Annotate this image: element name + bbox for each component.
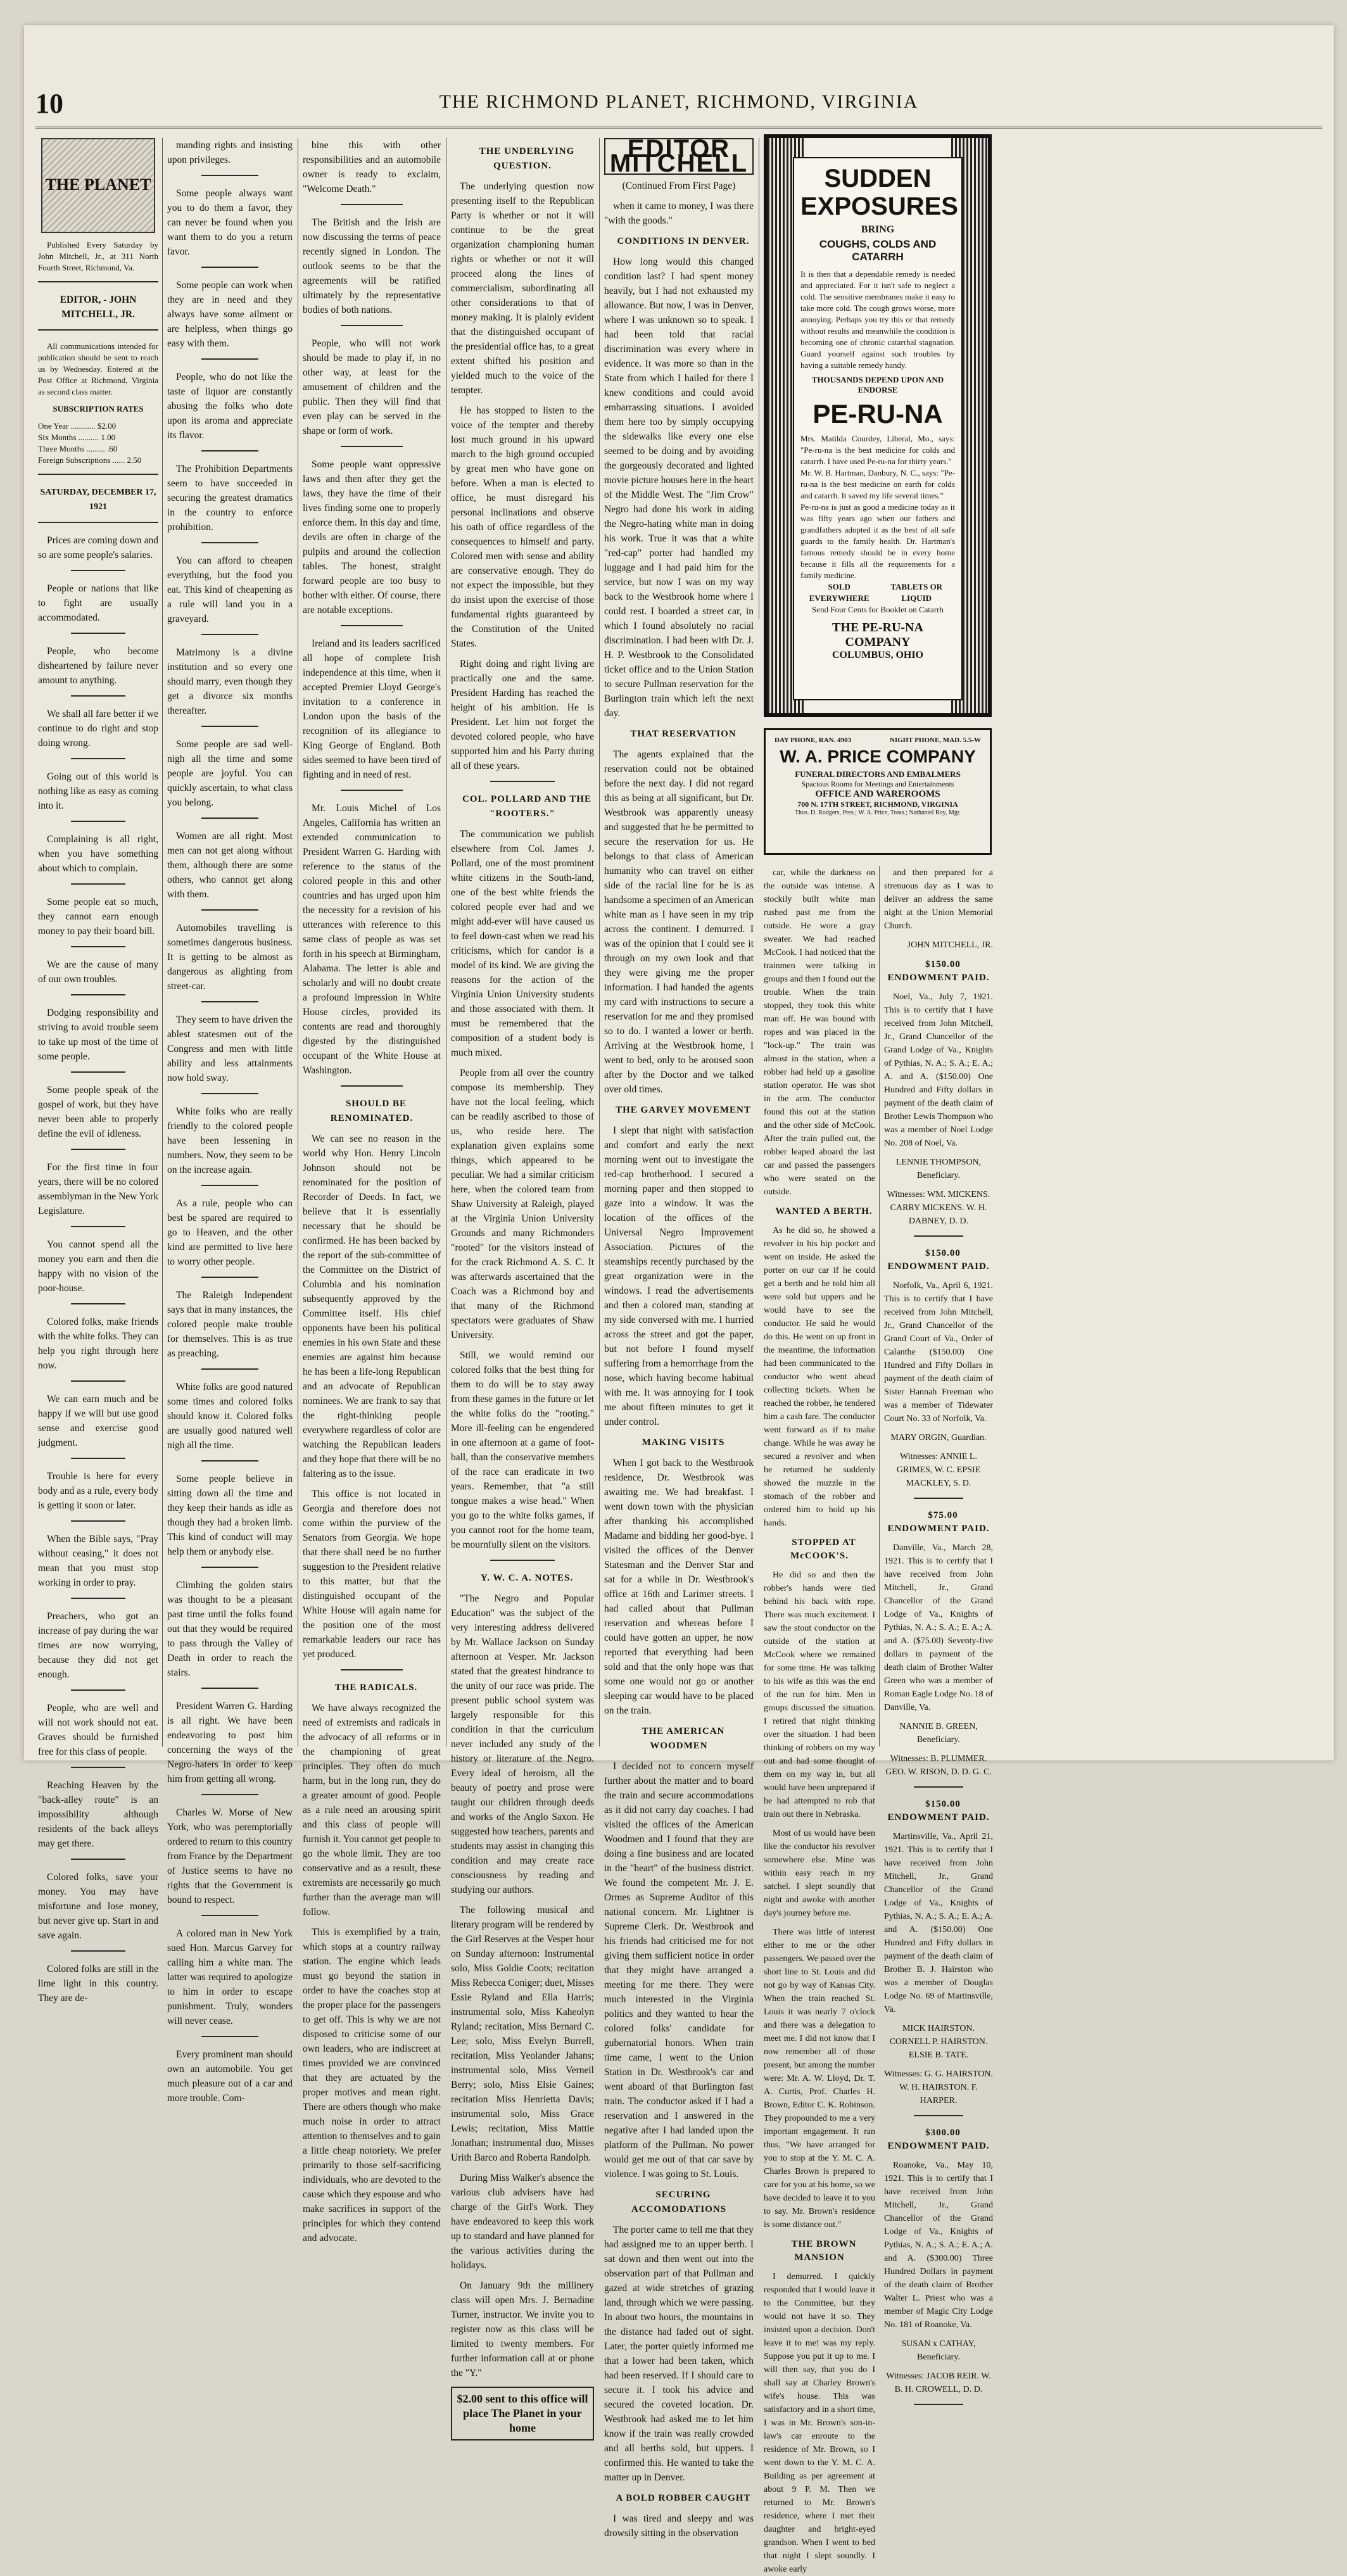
header-rule: [35, 127, 1322, 129]
separator-rule: [201, 1185, 258, 1186]
heading-woodmen: THE AMERICAN WOODMEN: [642, 1726, 725, 1751]
ad-title-exposures: EXPOSURES: [800, 193, 958, 220]
day-phone: DAY PHONE, RAN. 4903: [775, 736, 852, 744]
paragraph: This is exemplified by a train, which stops at a country railway station. The engine which leads must go beyond the station in order to have the coaches stop at the proper place for the passengers to get off. This is why we are not disposed to criticise some of our own leaders, who are indiscreet at times provided we are convinced that they are actuated by the proper motives and mean right. There are others though who make much noise in order to attract attention to themselves and to gain a little cheap notoriety. We prefer primarily to those self-sacrificing individuals, who are devoted to the cause which they espouse and who make sacrifices in support of the principles for which they contend and advocate.: [303, 1927, 441, 2244]
ad-ailments: COUGHS, COLDS AND CATARRH: [819, 238, 937, 263]
separator-rule: [71, 1380, 125, 1382]
paragraph: Prices are coming down and so are some people's salaries.: [38, 535, 158, 560]
rates-list: One Year ............ $2.00 Six Months .......... 1.00 Three Months ......... .60 Foreign Subscriptions ...... 2.50: [38, 421, 142, 465]
heading-ywca: Y. W. C. A. NOTES.: [480, 1573, 574, 1583]
endowment-body: Roanoke, Va., May 10, 1921. This is to certify that I have received from John Mitchell, Jr., Grand Chancellor of the Grand Lodge of Va., Knights of Pythias, N. A.; S. A.; E. A.; A. and A. ($300.00) Three Hundred Dollars in payment of the death claim of Brother Walter L. Priest who was a member of Magic City Lodge No. 181 of Roanoke, Va.: [884, 2161, 993, 2330]
publication-info: Published Every Saturday by John Mitchell, Jr., at 311 North Fourth Street, Richmond, Va.: [38, 240, 158, 272]
peruna-advertisement: [764, 134, 992, 717]
heading-brown-mansion: THE BROWN MANSION: [791, 2239, 857, 2263]
page-number: 10: [35, 88, 63, 119]
paragraph: The porter came to tell me that they had assigned me to an upper berth. I sat down and then went out into the observation part of that Pullman and gazed at wide stretches of grazing land, through which we were passing. In about two hours, the mountains in the distance had faded out of sight. Later, the porter quietly informed me that a lower had been taken, which had been reserved. If I should care to secure it. I took his advice and secured the coveted location. Dr. Westbrook had asked me to let him know if the train was really crowded and all berths sold, but uppers. I confirmed this. He wanted to take the matter up in Denver.: [604, 2225, 754, 2483]
paragraph: Most of us would have been like the conductor his revolver somewhere else. Mine was within easy reach in my satchel. I slept soundly that night and awoke with another day's journey before me.: [764, 1829, 875, 1918]
heading-pollard: COL. POLLARD AND THE "ROOTERS.": [462, 794, 591, 819]
paragraph: People, who are well and will not work should not eat. Graves should be furnished free for this class of people.: [38, 1703, 158, 1757]
paragraph-list: [604, 1123, 754, 1429]
heading-garvey: THE GARVEY MOVEMENT: [616, 1105, 751, 1115]
separator-rule: [201, 726, 258, 727]
price-company-name: W. A. PRICE COMPANY: [780, 747, 976, 766]
lead-paragraph: and then prepared for a strenuous day as I was to deliver an address the same night at the Union Memorial Church.: [884, 868, 993, 931]
paragraph: We shall all fare better if we continue to do right and stop doing wrong.: [38, 709, 158, 748]
paragraph: Every prominent man should own an automobile. You get much pleasure out of a car and more trouble. Com-: [167, 2049, 293, 2104]
paragraph-list: [303, 1132, 441, 1662]
paragraph: Some people speak of the gospel of work, but they have never been able to properly define the evil of idleness.: [38, 1085, 158, 1139]
paragraph-list: [604, 2511, 754, 2541]
paragraph-list: [451, 179, 594, 773]
separator-rule: [71, 1950, 125, 1952]
column-rule: [599, 138, 600, 1746]
paragraph: White folks are good natured some times and colored folks should know it. Colored folks are usually good natured well nigh all the time.: [167, 1382, 293, 1451]
paragraph: Dodging responsibility and striving to avoid trouble seem to take up most of the time of some people.: [38, 1007, 158, 1062]
ad-endorse: THOUSANDS DEPEND UPON AND ENDORSE: [811, 375, 944, 395]
separator-rule: [71, 1598, 125, 1599]
masthead: [24, 87, 1334, 119]
separator-rule: [71, 1458, 125, 1459]
paragraph: As he did so, he showed a revolver in his hip pocket and went on inside. He asked the porter on our car if he could get a berth and he told him all were sold but uppers and he would have to see the conductor. He said he would do this. He went on up front in the meantime, the information had been communicated to the conductor who went ahead collecting tickets. When he reached the robber, he tendered him a cash fare. The conductor went forward as if to make change. While he was away he secured a revolver and when he returned he suddenly showed the muzzle in the stomach of the robber and ordered him to hold up his hands.: [764, 1226, 875, 1528]
paragraph: How long would this changed condition last? I had spent money heavily, but I had not exhausted my allowance. But now, I was in Denver, where I was unknown so to speak. I had been told that racial discrimination was every where in evidence. It was more so than in the State from which I hailed for there I knew conditions and could avoid embarrassing situations. I avoided them here too by simply occupying the sidewalks like every one else seemed to be doing and by avoiding the gorgeously decorated and lighted movie picture houses here in the heart of the Middle West. The "Jim Crow" Negro had done his work in aiding the Negro-hating white man in doing his work. True it was that a white "red-cap" porter had handled my luggage and I had paid him for the service, but now I was on my way back to the Westbrook home where I could rest. I boarded a street car, in which I found absolutely no racial discrimination. I had been with Dr. J. H. P. Westbrook to the Consolidated ticket office and to the Union Station to secure Pullman reservation for the Burlington train which left the next day.: [604, 256, 754, 719]
paragraph-list: [451, 1591, 594, 2380]
paragraph: People or nations that like to fight are usually accommodated.: [38, 583, 158, 623]
separator-rule: [71, 570, 125, 571]
separator-rule: [71, 994, 125, 995]
ad-city: COLUMBUS, OHIO: [832, 650, 923, 660]
price-officers: Thos. D. Rodgers, Pres.; W. A. Price, Treas.; Nathaniel Roy, Mgr.: [794, 809, 961, 816]
column-paragraphs-2: [167, 138, 293, 2104]
separator-rule: [71, 1859, 125, 1860]
paragraph: The Raleigh Independent says that in many instances, the colored people make trouble for themselves. This is as true as preaching.: [167, 1290, 293, 1359]
heading-accommodations: SECURING ACCOMODATIONS: [631, 2190, 727, 2214]
paragraph: For the first time in four years, there will be no colored assemblyman in the New York Legislature.: [38, 1162, 158, 1216]
ad-body: It is then that a dependable remedy is needed and appreciated. For it isn't safe to neglect a cold. The sensitive membranes make it easy to take more cold. The cough grows worse, more annoying. Perhaps you try this or that remedy without results and meanwhile the condition is becoming one of chronic catarrhal stagnation. Guard yourself against such troubles by having a suitable remedy handy.: [800, 269, 955, 370]
paragraph: Climbing the golden stairs was thought to be a pleasant past time until the folks found out that they would be required to pass through the Valley of Death in order to reach the stairs.: [167, 1580, 293, 1678]
paragraph: During Miss Walker's absence the various club advisers have had charge of the Girl's Work. They have endeavored to keep this work up to standard and have planned for the various activities during the holidays.: [451, 2173, 594, 2271]
ad-sold: SOLD EVERYWHERE: [809, 582, 870, 603]
paragraph: He did so and then the robber's hands were tied behind his back with rope. There was much excitement. I saw the stout conductor on the outside of the station at McCook where we remained for some time. He was talking to his wife as this was the end of the run for him. Men in groups discussed the situation. I retired that night thinking over the situation. I had been thinking of robbers on my way out and had some thought of them on my way in, but all would have been unprepared if he had attempted to rob that train out there in Nebraska.: [764, 1570, 875, 1819]
paragraph: Some people eat so much, they cannot earn enough money to pay their board bill.: [38, 897, 158, 937]
heading-wanted-berth: WANTED A BERTH.: [775, 1206, 873, 1216]
price-address: 700 N. 17TH STREET, RICHMOND, VIRGINIA: [797, 800, 958, 809]
paragraph: Preachers, who got an increase of pay during the war times are now worrying, because they did not get enough.: [38, 1611, 158, 1680]
endowment-witnesses: Witnesses: B. PLUMMER. GEO. W. RISON, D. D. G. C.: [885, 1754, 992, 1777]
separator-rule: [71, 1689, 125, 1691]
paragraph: Trouble is here for every body and as a rule, every body is getting it soon or later.: [38, 1471, 158, 1511]
heading-underlying-question: THE UNDERLYING QUESTION.: [479, 146, 575, 171]
paragraph: I decided not to concern myself further about the matter and to board the train and secure accommodations as it did not carry day coaches. I had visited the offices of the American Woodmen and I found that they are doing a fine business and are located in the "heart" of the business district. We found the competent Mr. J. E. Ormes as Supreme Auditor of this national concern. Mr. Lightner is Supreme Clerk. Dr. Westbrook and his friends had criticised me for not giving them sufficient notice in order that they might have arranged a meeting for me there. They were much interested in the Virginia politics and they wanted to hear the colored folks' candidate for gubernatorial honors. When train time came, I went to the Union Station in Dr. Westbrook's car and went aboard of that Burlington fast train. The conductor asked if I had a reservation and I answered in the negative after I had landed upon the platform of the Pullman. No power would get me out of that car save by violence. I was going to St. Louis.: [604, 1761, 754, 2180]
paragraph: The underlying question now presenting itself to the Republican Party is whether or not it will continue to be the great organization championing human rights or whether or not it will proceed along the lines of commercialism, subordinating all other considerations to that of money making. It is plainly evident that the distinguished occupant of the presidential office has, to a great extent shifted his position and yielded much to the voice of the tempter.: [451, 181, 594, 396]
paragraph: Colored folks, make friends with the white folks. They can help you right through here now.: [38, 1316, 158, 1371]
paragraph: When the Bible says, "Pray without ceasing," it does not mean that you must stop working in order to pray.: [38, 1534, 158, 1588]
separator-rule: [201, 267, 258, 268]
paragraph: Complaining is all right, when you have something about which to complain.: [38, 834, 158, 874]
paragraph: The agents explained that the reservation could not be obtained before the next day. I did not regard this as being at all significant, but Dr. Westbrook was apparently uneasy and suggested that he be permitted to secure the reservation for us. He belongs to that class of American humanity who can travel on either side of the racial line for he is as handsome a specimen of an American white man as I have seen in my trip across the continent. I demurred. I was of the opinion that I could see it through on my own look and that they were giving me the proper information. I had handed the agents my card with instructions to secure a reservation for me and they promised so to do. I wanted a lower or berth. Arriving at the Westbrook home, I went to bed, only to be aroused soon after by the Doctor and we talked over old times.: [604, 749, 754, 1095]
price-line1: FUNERAL DIRECTORS AND EMBALMERS: [795, 769, 961, 779]
ad-tablets: TABLETS OR LIQUID: [890, 582, 943, 603]
ad-note: Pe-ru-na is just as good a medicine today as it was fifty years ago when our fathers and grandfathers adopted it as the best of all safe guards to the family health. Dr. Hartman's famous remedy should be in every home because it fills all the requirements for a family medicine.: [800, 502, 955, 580]
paragraph: You can afford to cheapen everything, but the food you eat. This kind of cheapening as a rule will land you in a graveyard.: [167, 555, 293, 624]
separator-rule: [914, 2404, 963, 2405]
column-editorial-notes: [38, 138, 158, 2004]
column-mitchell-continued: [764, 866, 875, 2574]
continued-note: (Continued From First Page): [622, 180, 736, 191]
endowment-witnesses: Witnesses: JACOB REIR. W. B. H. CROWELL, D. D.: [886, 2371, 991, 2394]
paragraph-list: [764, 2270, 875, 2576]
endowment-witnesses: Witnesses: G. G. HAIRSTON. W. H. HAIRSTON. F. HARPER.: [884, 2069, 993, 2106]
separator-rule: [341, 625, 403, 626]
column-rule: [162, 138, 163, 1746]
paragraph-list: [764, 1224, 875, 1530]
heading-visits: MAKING VISITS: [642, 1437, 725, 1448]
paragraph-list: [303, 1701, 441, 2245]
endowment-heading: $150.00 ENDOWMENT PAID.: [887, 1248, 990, 1272]
paragraph: We can see no reason in the world why Hon. Henry Lincoln Johnson should not be renominated for the position of Recorder of Deeds. In fact, we believe that it is essentially necessary that he should be confirmed. He has been backed by the report of the sub-committee of the Committee on the District of Columbia and his nomination subsequently approved by the Committee itself. His chief opponents have been his political enemies in his own State and these enemies are against him because he has been a life-long Republican and an advocate of Republican nominees. We are frank to say that the right-thinking people everywhere regardless of color are watching the Republican leaders and they hope that there will be no faltering as to the issue.: [303, 1133, 441, 1479]
paragraph: They seem to have driven the ablest statesmen out of the Congress and men with little ability and less attainments now hold sway.: [167, 1014, 293, 1083]
endowment-heading: $150.00 ENDOWMENT PAID.: [887, 1799, 990, 1822]
planet-logo-image: THE PLANET: [41, 138, 155, 233]
separator-rule: [201, 1277, 258, 1278]
endowment-body: Martinsville, Va., April 21, 1921. This is to certify that I have received from John Mitchell, Jr., Grand Chancellor of the Grand Lodge of Va., Knights of Pythias, N. A.; S. A.; E. A.; A. and A. ($150.00) One Hundred and Fifty dollars in payment of the death claim of Brother B. J. Hairston who was a member of Douglas Lodge No. 69 of Martinsville, Va.: [884, 1832, 993, 2014]
separator-rule: [201, 1368, 258, 1370]
paragraph: President Warren G. Harding is all right. We have been endeavoring to post him concerning the ways of the Negro-haters in order to keep him from getting all wrong.: [167, 1701, 293, 1784]
separator-rule: [201, 818, 258, 819]
separator-rule: [341, 790, 403, 791]
paragraph: I was tired and sleepy and was drowsily sitting in the observation: [604, 2513, 754, 2539]
paragraph: We have always recognized the need of extremists and radicals in the advocacy of all reforms or in the championing of great principles. They often do much harm, but in the long run, they do a greater amount of good. People as a rule need an arousing spirit and this class of people will furnish it. You cannot get people to go the whole limit. They are too conservative and as a result, these extremists are necessarily go much further than the average man will follow.: [303, 1703, 441, 1917]
separator-rule: [914, 1786, 963, 1788]
paragraph-list: [167, 138, 293, 2106]
issue-date: SATURDAY, DECEMBER 17, 1921: [40, 488, 156, 512]
separator-rule: [201, 1460, 258, 1462]
endowment-heading: $75.00 ENDOWMENT PAID.: [887, 1510, 990, 1534]
endowment-signed: NANNIE B. GREEN, Beneficiary.: [899, 1722, 978, 1745]
paragraph: People, who become disheartened by failure never amount to anything.: [38, 646, 158, 686]
paragraph-list: [604, 1759, 754, 2181]
ad-title-sudden: SUDDEN: [824, 165, 932, 193]
ad-company: THE PE-RU-NA COMPANY: [832, 621, 923, 649]
paragraph: Some people believe in sitting down all the time and they keep their hands as idle as though they had a broken limb. This kind of conduct will may help them or anybody else.: [167, 1474, 293, 1557]
rates-title: SUBSCRIPTION RATES: [53, 404, 144, 414]
separator-rule: [71, 1226, 125, 1227]
paragraph: Going out of this world is nothing like as easy as coming into it.: [38, 771, 158, 811]
separator-rule: [914, 1235, 963, 1237]
ad-product-name: PE-RU-NA: [813, 399, 943, 429]
endowment-heading: $300.00 ENDOWMENT PAID.: [887, 2128, 990, 2151]
notice: All communications intended for publication should be sent to reach us by Wednesday. Entered at the Post Office at Richmond, Virginia as second class matter.: [38, 341, 158, 396]
paragraph: We are the cause of many of our own troubles.: [38, 959, 158, 985]
column-endowments: [884, 866, 993, 2394]
separator-rule: [201, 1688, 258, 1689]
paragraph: White folks who are really friendly to the colored people have been lessening in numbers. Now, they seem to be on the increase again.: [167, 1106, 293, 1175]
paragraph: Mr. Louis Michel of Los Angeles, California has written an extended communication to President Warren G. Harding with reference to the status of the colored people in this and other countries and has urged upon him the necessity for a revision of his utterances with reference to this same class of people as was set forth in his speech at Birmingham, Alabama. The letter is able and scholarly and will no doubt create a profound impression in White House circles, provided its contents are read and thoroughly digested by the distinguished occupant of the White House at Washington.: [303, 803, 441, 1076]
paragraph: The communication we publish elsewhere from Col. James J. Pollard, one of the most prominent white citizens in the South-land, one of the best white friends the colored people ever had and we might add-ever will have caused us to feel down-cast when we read his criticisms, which for candor is a model of its kind. We are giving the reasons for the action of the Virginia Union University students and those associated with them. It must be remembered that the composition of a student body is much mixed.: [451, 829, 594, 1058]
separator-rule: [71, 758, 125, 759]
separator-rule: [201, 1093, 258, 1094]
separator-rule: [201, 450, 258, 451]
paragraph-list: [604, 747, 754, 1097]
paragraph: When I got back to the Westbrook residence, Dr. Westbrook was awaiting me. We had breakfast. I went down town with the physician after thanking his accomplished Madame and bidding her good-bye. I visited the offices of the Denver Statesman and the Denver Star and sat for a while in Dr. Westbrook's office at 16th and Larimer streets. I had called about that Pullman reservation and whereas before I could have gotten an upper, he now reported that everything had been sold and that the only hope was that some one would not go or another sleeping car would have to be placed on the train.: [604, 1458, 754, 1716]
paragraph: Some people want oppressive laws and then after they get the laws, they have the time of their lives finding some one to properly enforce them. In this day and time, devils are often in charge of the pulpits and around the collection tables. The honest, straight forward people are too busy to bother with either. Of course, there are notable exceptions.: [303, 459, 441, 616]
endowment-heading: $150.00 ENDOWMENT PAID.: [887, 959, 990, 983]
endowment-witnesses: Witnesses: WM. MICKENS. CARRY MICKENS. W. H. DABNEY, D. D.: [887, 1190, 990, 1226]
paragraph: Some people are sad well-nigh all the time and some people are joyful. You can quickly ascertain, to what class you belong.: [167, 739, 293, 808]
paragraph: Right doing and right living are practically one and the same. President Harding has reached the height of his ambition. He is President. Let him not forget the devoted colored people, who have supported him and his Party during all of these years.: [451, 659, 594, 771]
paragraph: bine this with other responsibilities and an automobile owner is ready to exclaim, "Welcome Death.": [303, 140, 441, 194]
ad-bring: BRING: [861, 224, 895, 235]
separator-rule: [71, 883, 125, 885]
separator-rule: [201, 634, 258, 635]
paragraph: People, who do not like the taste of liquor are constantly abusing the folks who dote upon its aroma and appreciate its flavor.: [167, 372, 293, 441]
ad-testimonial-2: Mr. W. B. Hartman, Danbury, N. C., says: "Pe-ru-na is the best medicine on earth for colds and catarrh. It saved my life several times.": [800, 468, 955, 500]
paragraph: I demurred. I quickly responded that I would leave it to the Committee, but they would not have it so. They insisted upon a decision. Don't leave it to me! was my reply. Suppose you put it up to me. I will then say, that you do I shall say at Charley Brown's wife's house. This was satisfactory and in a short time, I was in Mr. Brown's son-in-law's car enroute to the residence of Mr. Brown, so I went down to the Y. M. C. A. Building as per agreement at about 9 P. M. Then we returned to Mr. Brown's residence, where I met their daughter and bright-eyed grandson. When I went to bed that night I slept soundly. I awoke early: [764, 2272, 875, 2574]
paragraph-list: [764, 1569, 875, 2232]
heading-renominated: SHOULD BE RENOMINATED.: [330, 1099, 414, 1123]
running-head: THE RICHMOND PLANET, RICHMOND, VIRGINIA: [439, 91, 919, 112]
paragraph: A colored man in New York sued Hon. Marcus Garvey for calling him a white man. The latter was required to apologize to him in order to escape punishment. Truly, wonders will never cease.: [167, 1928, 293, 2026]
separator-rule: [201, 2036, 258, 2037]
separator-rule: [71, 1303, 125, 1304]
separator-rule: [201, 358, 258, 360]
paragraph: Ireland and its leaders sacrificed all hope of complete Irish independence at this time, when it accepted Premier Lloyd George's invitation to a conference in London upon the basis of the recognition of its allegiance to King George of England. Both sides seemed to have been tired of fighting and in need of rest.: [303, 638, 441, 780]
separator-rule: [914, 1498, 963, 1499]
night-phone: NIGHT PHONE, MAD. 5.5-W: [889, 736, 981, 744]
paragraph: Some people can work when they are in need and they always have some ailment or are helpless, when things go easy with them.: [167, 280, 293, 349]
subscription-box: $2.00 sent to this office will place The Planet in your home: [451, 2387, 594, 2440]
endowment-witnesses: Witnesses: ANNIE L. GRIMES, W. C. EPSIE MACKLEY, S. D.: [896, 1452, 981, 1488]
paragraph: Women are all right. Most men can not get along without them, although there are some others, who cannot get along with them.: [167, 831, 293, 900]
paragraph: There was little of interest either to me or the other passengers. We passed over the short line to St. Louis and did not go by way of Kansas City. When the train reached St. Louis it was nearly 7 o'clock and there was a delegation to meet me. I did not know that I now remember all of those present, but among the number were: Mr. A. W. Lloyd, Dr. T. A. Curtis, Prof. Charles H. Brown, Editor C. K. Robinson. They propounded to me a very important engagement. It ran thus, "We have arranged for you to stop at the Y. M. C. A. Charles Brown is prepared to care for you at his home, so we have decided to leave it to you to say. Mr. Brown's residence is some distance out.": [764, 1928, 875, 2230]
endowment-signed: MARY ORGIN, Guardian.: [890, 1433, 987, 1443]
separator-rule: [71, 695, 125, 697]
paragraph: Charles W. Morse of New York, who was peremptorially ordered to return to this country from France by the Department of Justice seems to have no rights that the Government is bound to respect.: [167, 1807, 293, 1905]
separator-rule: [71, 1071, 125, 1073]
paragraph: On January 9th the millinery class will open Mrs. J. Bernadine Turner, instructor. We invite you to register now as this class will be limited to twenty members. For further information call at or phone the "Y.": [451, 2280, 594, 2378]
heading-reservation: THAT RESERVATION: [630, 729, 737, 739]
price-company-advertisement: [764, 728, 992, 855]
paragraph: "The Negro and Popular Education" was the subject of the very interesting address delivered by Mr. Wallace Jackson on Sunday afternoon at Vesper. Mr. Jackson stated that the greatest hindrance to the unity of our race was pride. The present public school system was largely responsible for this condition in that the curriculum never included any study of the history or literature of the Negro. Every ideal of heroism, all the beauty of poetry and prose were taught our children through deeds and works of the Anglo Saxon. He suggested how teachers, parents and students may assist in changing this condition and may create race consciousness by reading and studying our authors.: [451, 1593, 594, 1895]
heading-robber: A BOLD ROBBER CAUGHT: [616, 2493, 751, 2503]
endowment-notices: [884, 958, 993, 2405]
paragraph: manding rights and insisting upon privileges.: [167, 140, 293, 165]
column-editor-mitchell: [604, 135, 754, 2539]
separator-rule: [341, 446, 403, 447]
endowment-body: Norfolk, Va., April 6, 1921. This is to certify that I have received from John Mitchell, Jr., Grand Chancellor of the Grand Court of Va., Order of Calanthe ($150.00) One Hundred and Fifty Dollars in payment of the death claim of Sister Hannah Freeman who was a member of Tidewater Court No. 33 of Norfolk, Va.: [884, 1281, 993, 1424]
separator-rule: [201, 1915, 258, 1916]
endowment-signed: MICK HAIRSTON. CORNELL P. HAIRSTON. ELSIE B. TATE.: [889, 2024, 988, 2060]
ad-coupon: Send Four Cents for Booklet on Catarrh: [812, 605, 944, 614]
paragraph: You cannot spend all the money you earn and then die happy with no vision of the poor-house.: [38, 1239, 158, 1294]
paragraph-list: [604, 1456, 754, 1718]
paragraph: Some people always want you to do them a favor, they can never be found when you want them to do you a return favor.: [167, 188, 293, 257]
lead-paragraph: when it came to money, I was there "with the goods.": [604, 201, 754, 226]
separator-rule: [201, 1001, 258, 1002]
paragraph: The following musical and literary program will be rendered by the Girl Reserves at the Vesper hour on Sunday afternoon: Instrumental solo, Miss Goldie Coots; recitation Miss Rebecca Coniger; duet, Misses Essie Ryland and Ella Harris; instrumental solo, Miss Kaheolyn Ryland; recitation, Miss Bernard C. Lee; solo, Miss Evelyn Burrell, recitation, Miss Yeolander Jahans; instrumental solo, Miss Verneil Berry; solo, Miss Elsie Gaines; recitation Miss Henrietta Davis; instrumental solo, Miss Grace Lewis; recitation, Miss Mattie Jonathan; instrumental duo, Misses Urith Barco and Roberta Randolph.: [451, 1905, 595, 2163]
paragraph: People, who will not work should be made to play if, in no other way, at least for the amusement of children and the public. Then they will find that even play can be served in the shape or form of work.: [303, 338, 441, 436]
paragraph: The Prohibition Departments seem to have succeeded in securing the greatest dramatics in the country to enforce prohibition.: [167, 464, 293, 533]
heading-denver: CONDITIONS IN DENVER.: [617, 236, 750, 246]
endowment-body: Danville, Va., March 28, 1921. This is to certify that I have received from John Mitchell, Jr., Grand Chancellor of the Grand Lodge of Va., Knights of Pythias, N. A.; S. A.; E. A.; A. and A. ($75.00) Seventy-five dollars in payment of the death claim of Brother Walter Green who was a member of Roman Eagle Lodge No. 18 of Danville, Va.: [884, 1543, 993, 1712]
paragraph-list: [604, 255, 754, 721]
paragraph: I slept that night with satisfaction and comfort and early the next morning went out to investigate the red-cap brotherhood. I secured a morning paper and then stopped to gaze into a window. It was the location of the offices of the Universal Negro Improvement Association. Pictures of the steamships recently purchased by the great organization were in the windows. I read the advertisements and then a colored man, standing at my side conversed with me. I hurried across the street and got the paper, but not before I found myself suffering from a hemorrhage from the nose, which having become habitual with me. It was annoying for I took me about fifteen minutes to get it under control.: [604, 1125, 754, 1427]
paragraph: As a rule, people who can best be spared are required to go to Heaven, and the other kind are permitted to live here to worry other people.: [167, 1198, 293, 1267]
separator-rule: [201, 542, 258, 543]
endowment-signed: LENNIE THOMPSON, Beneficiary.: [895, 1158, 982, 1180]
heading-mccook: STOPPED AT McCOOK'S.: [790, 1537, 856, 1561]
paragraph: Colored folks are still in the lime light in this country. They are de-: [38, 1964, 158, 2004]
separator-rule: [201, 909, 258, 911]
column-editorials: [451, 138, 595, 2434]
newspaper-page: [24, 25, 1334, 2574]
paragraph: We can earn much and be happy if we will but use good sense and exercise good judgment.: [38, 1394, 158, 1448]
paragraph: This office is not located in Georgia and therefore does not come within the purview of the Senators from Georgia. We hope that there shall need be no further suggestion to the President relative to this matter, but that the distinguished occupant of the White House will again name for the position one of the most remarkable leaders our race has yet produced.: [303, 1489, 441, 1660]
endowment-body: Noel, Va., July 7, 1921. This is to certify that I have received from John Mitchell, Jr., Grand Chancellor of the Grand Lodge of Va., Knights of Pythias, N. A.; S. A.; E. A.; A. and A. ($150.00) One Hundred and Fifty dollars in payment of the death claim of Brother Lewis Thompson who was a member of Noel Lodge No. 208 of Noel, Va.: [884, 992, 993, 1148]
paragraph-list: [604, 2223, 754, 2485]
paragraph: car, while the darkness on the outside was intense. A stockily built white man rushed past me from the outside. He wore a gray sweater. We had reached McCook. I had noticed that the trainmen were talking in groups and then I found out the trouble. When the train stopped, they took this white man off. He was bound with ropes and was placed in the "lock-up." The train was almost in the station, when a robber had held up a gasoline station operator. He was shot in the arm. The conductor found this out at the station and the other side of McCook. After the train pulled out, the robber leaped aboard the last car and passed the passengers who were seated on the outside.: [764, 868, 875, 1197]
separator-rule: [71, 946, 125, 947]
separator-rule: [201, 175, 258, 176]
separator-rule: [201, 1794, 258, 1795]
paragraph: People from all over the country compose its membership. They have not the local feeling, which can be readily ascribed to those of us, who reside here. The explanation given explains some things, which appeared to be peculiar. We had a similar criticism here, when the colored team from Shaw University at Raleigh, played at the Virginia Union University Grounds and many Richmonders "rooted" for the visitors instead of for the crack Richmond A. S. C. It was afterwards ascertained that the Coach was a Richmond boy and that many of the Richmond spectators were graduates of Shaw University.: [451, 1068, 594, 1341]
separator-rule: [341, 204, 403, 205]
price-line2: Spacious Rooms for Meetings and Entertainments: [801, 780, 954, 788]
paragraph: Matrimony is a divine institution and so every one should marry, even though they get a divorce six months thereafter.: [167, 647, 293, 716]
heading-radicals: THE RADICALS.: [334, 1683, 418, 1693]
separator-rule: [71, 821, 125, 822]
paragraph: Reaching Heaven by the "back-alley route" is an impossibility although residents of the back alleys may get there.: [38, 1780, 158, 1849]
column-rule: [879, 866, 880, 1746]
editor-mitchell-title: EDITOR MITCHELL: [604, 138, 754, 175]
separator-rule: [71, 1149, 125, 1150]
column-paragraphs-3: [303, 138, 441, 2244]
separator-rule: [914, 2115, 963, 2116]
price-line3: OFFICE AND WAREROOMS: [815, 789, 940, 799]
separator-rule: [201, 1567, 258, 1568]
paragraph-list: [451, 827, 594, 1552]
paragraph: Colored folks, save your money. You may have misfortune and lose money, but never give up. Start in and save again.: [38, 1872, 158, 1941]
paragraph-list: [38, 533, 158, 2005]
paragraph-list: [303, 138, 441, 1078]
separator-rule: [341, 325, 403, 326]
paragraph: The British and the Irish are now discussing the terms of peace recently signed in London. The outlook seems to be that the agreements will be ratified ultimately by the representative bodies of both nations.: [303, 217, 441, 315]
endowment-signed: SUSAN x CATHAY, Beneficiary.: [901, 2339, 976, 2362]
paragraph-list: [764, 866, 875, 1199]
editor-line: EDITOR, - JOHN MITCHELL, JR.: [60, 294, 137, 320]
paragraph: Still, we would remind our colored folks that the best thing for them to do will be to stay away from these games in the future or let the white folks do the "rooting." More ill-feeling can be engendered in one afternoon at a game of foot-ball, than the conservative members of the race can eradicate in two years. Remember, that "a still tongue makes a wise head." When you go to the white folks games, if you cannot root for the home team, be mournfully silent on the visitors.: [451, 1350, 594, 1550]
paragraph: He has stopped to listen to the voice of the tempter and thereby lost much ground in his upward march to the high ground occupied by great men who have gone on before. When a man is elected to office, he must disregard his personal inclinations and observe his oath of office regardless of the consequences to himself and party. Colored men with sense and ability are conservative enough. They do not expect the impossible, but they do insist upon the exercise of those fundamental rights guaranteed by the Constitution of the United States.: [451, 405, 594, 649]
separator-rule: [71, 1520, 125, 1522]
paragraph: Automobiles travelling is sometimes dangerous business. It is getting to be almost as dangerous as alighting from street-car.: [167, 923, 293, 992]
ad-testimonial-1: Mrs. Matilda Courdey, Liberal, Mo., says: "Pe-ru-na is the best medicine for colds and catarrh. I have used Pe-ru-na for thirty years.": [800, 434, 955, 466]
signature: JOHN MITCHELL, JR.: [907, 940, 993, 950]
separator-rule: [71, 633, 125, 634]
separator-rule: [71, 1767, 125, 1768]
